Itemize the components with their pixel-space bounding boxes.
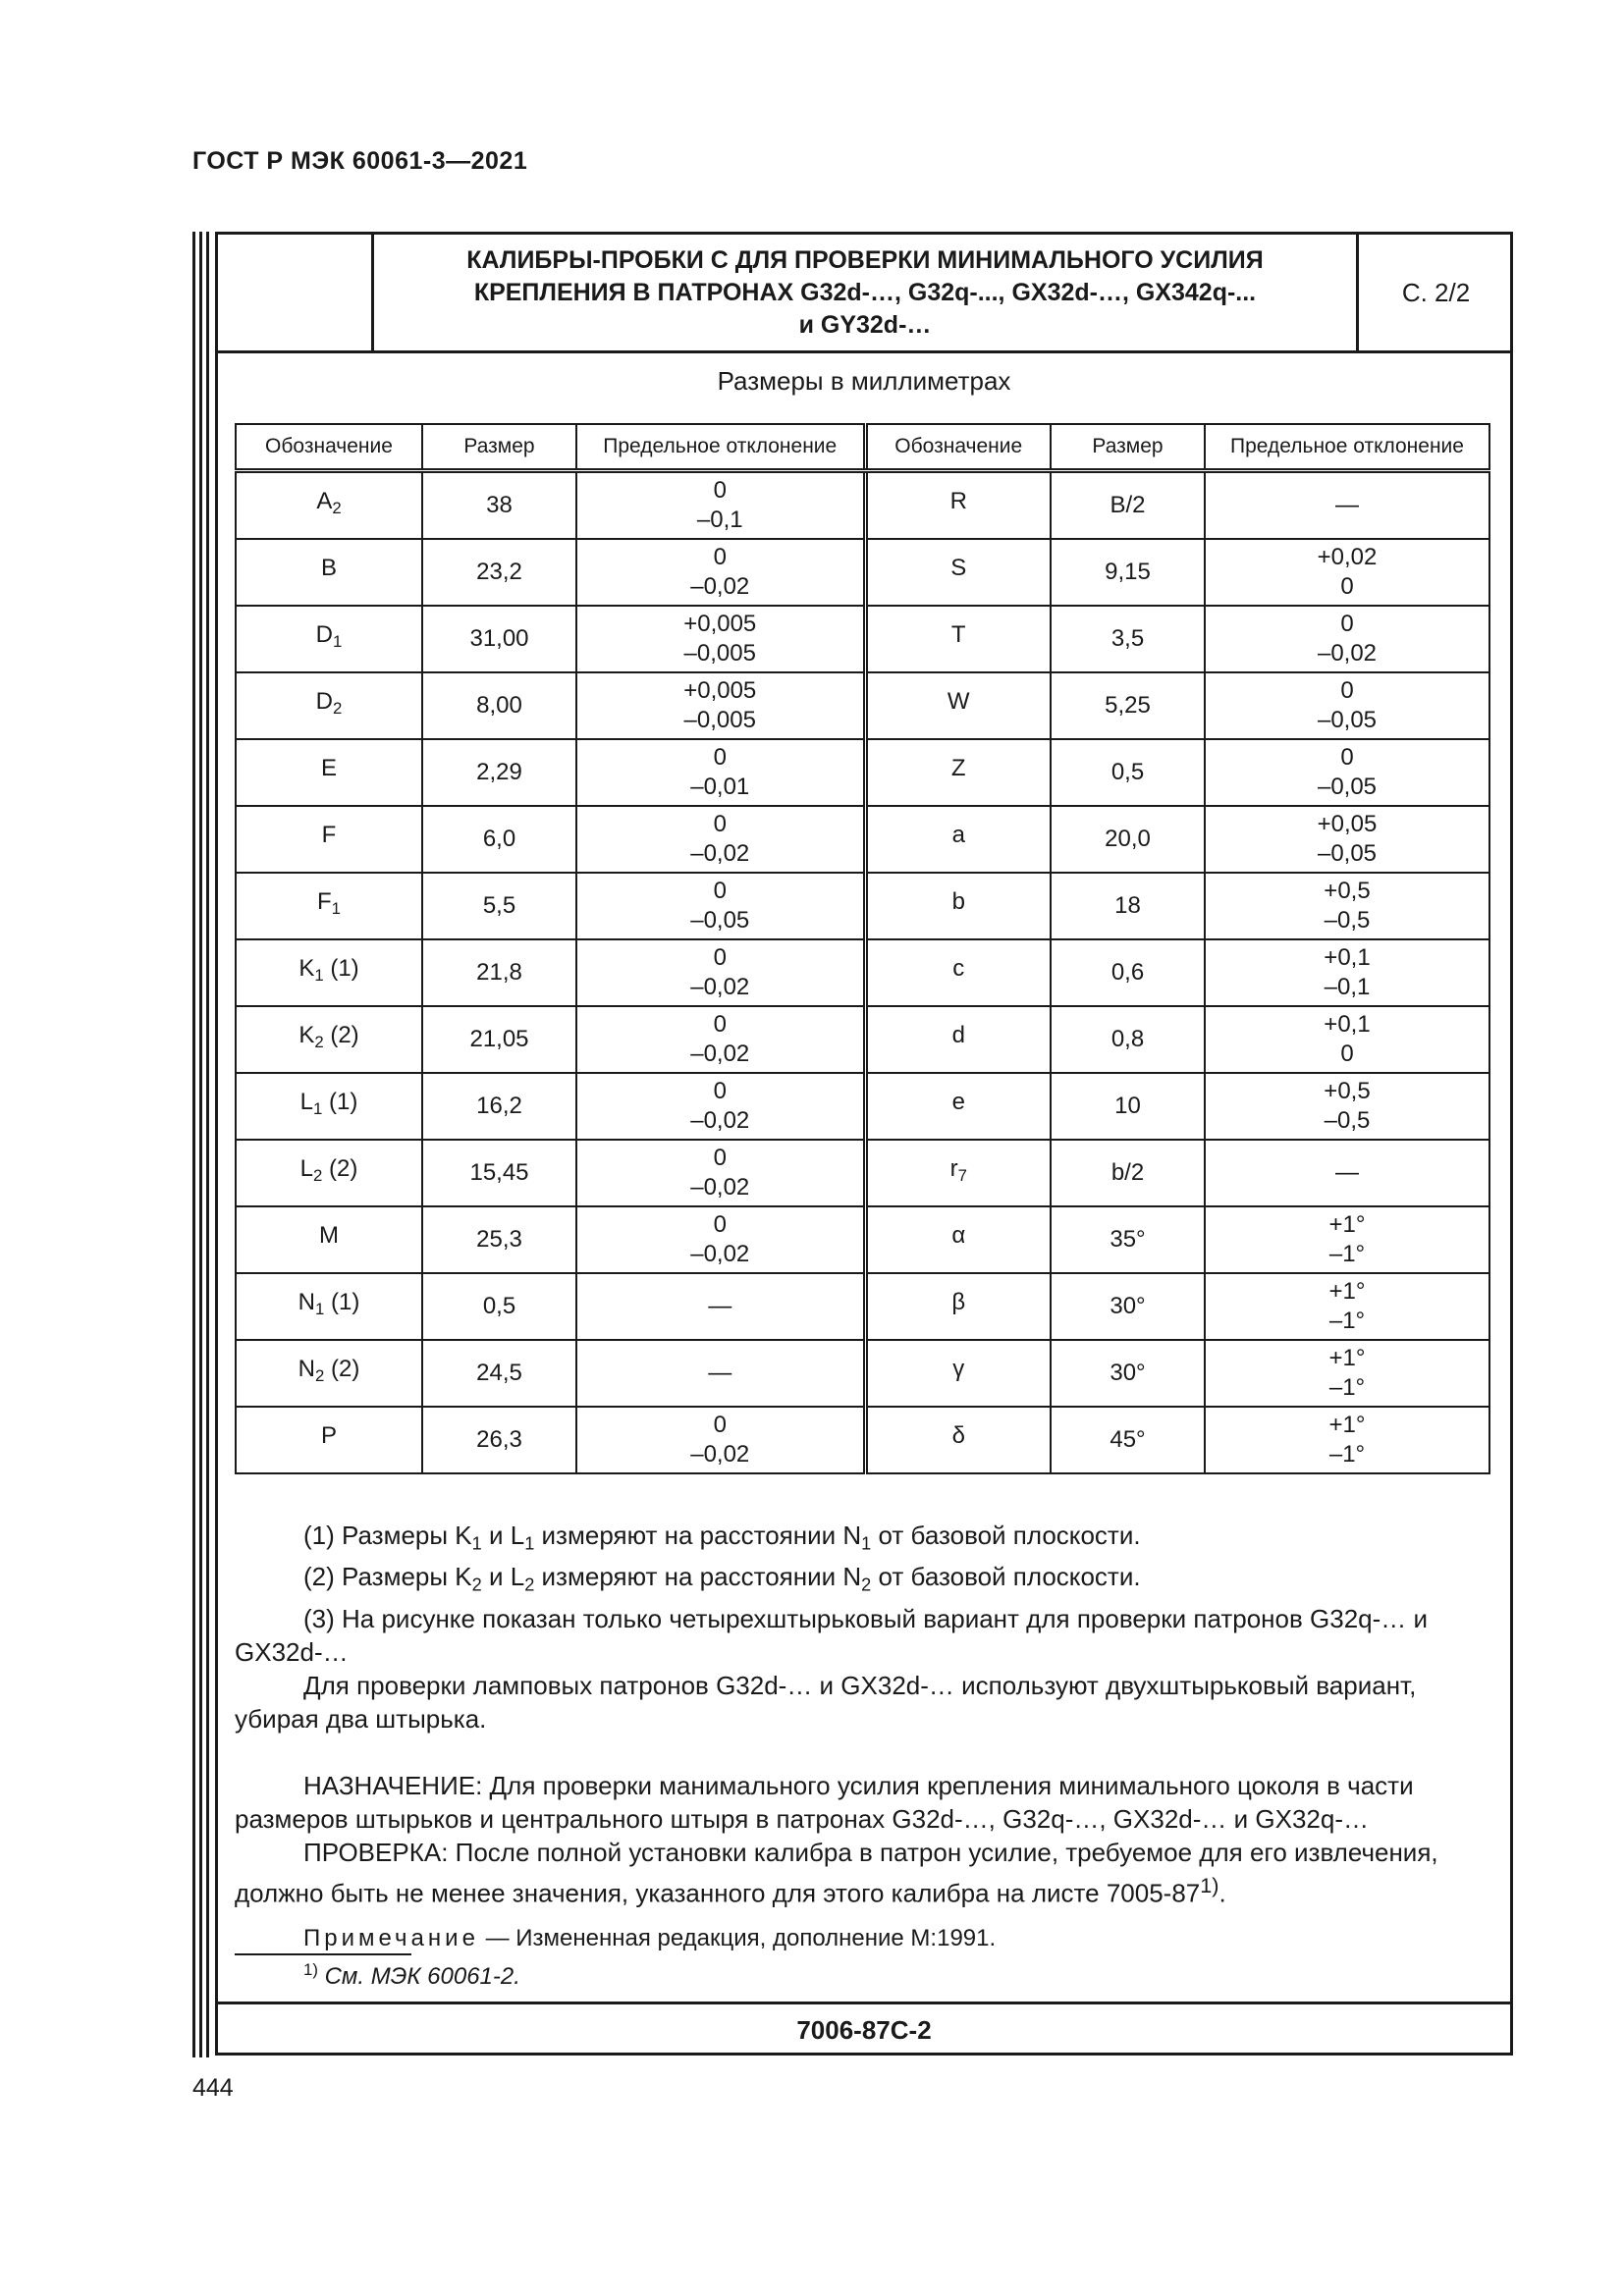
tolerance-cell xyxy=(1205,939,1489,1006)
note-1: (1) Размеры $K_1$ и $L_1$ измеряют на расстоянии $N_1$ от базовой плоскости. xyxy=(303,1521,1141,1554)
table-row xyxy=(236,606,1489,672)
designation-cell: $r_7$ xyxy=(865,1140,1051,1206)
tolerance-cell xyxy=(1205,1073,1489,1140)
dimensions-table xyxy=(235,423,1490,1474)
tolerance-value: –0,02 xyxy=(690,573,750,600)
tolerance-value: +0,1 xyxy=(1324,1011,1371,1038)
designation-cell: $K_1$ (1) xyxy=(236,939,422,1006)
size-cell: 5,5 xyxy=(422,873,576,939)
size-cell: 9,15 xyxy=(1051,539,1205,606)
tolerance-cell xyxy=(1205,606,1489,672)
tolerance-value: +1° xyxy=(1328,1345,1366,1371)
tolerance-cell xyxy=(576,672,865,739)
tolerance-value: 0 xyxy=(713,1211,727,1238)
tolerance-cell xyxy=(1205,739,1489,806)
column-header: Обозначение xyxy=(865,424,1051,471)
table-header-row xyxy=(236,424,1489,471)
table-row xyxy=(236,939,1489,1006)
designation-cell: $D_1$ xyxy=(236,606,422,672)
table-row xyxy=(236,873,1489,939)
size-cell: 38 xyxy=(422,471,576,540)
tolerance-value: 0 xyxy=(713,1145,727,1171)
tolerance-value: +0,05 xyxy=(1317,811,1378,837)
notes-block xyxy=(235,1519,1497,1955)
tolerance-value: –0,02 xyxy=(690,1441,750,1468)
tolerance-cell xyxy=(576,1407,865,1473)
size-cell: 18 xyxy=(1051,873,1205,939)
size-cell: 25,3 xyxy=(422,1206,576,1273)
size-cell: 5,25 xyxy=(1051,672,1205,739)
tolerance-value: –0,05 xyxy=(690,907,750,934)
designation-cell: a xyxy=(865,806,1051,873)
designation-cell: $L_1$ (1) xyxy=(236,1073,422,1140)
size-cell: 24,5 xyxy=(422,1340,576,1407)
tolerance-value: 0 xyxy=(713,1011,727,1038)
tolerance-value: — xyxy=(708,1293,732,1319)
table-row xyxy=(236,1206,1489,1273)
table-row xyxy=(236,1140,1489,1206)
tolerance-value: 0 xyxy=(713,1412,727,1438)
designation-cell: E xyxy=(236,739,422,806)
designation-cell: e xyxy=(865,1073,1051,1140)
size-cell: 31,00 xyxy=(422,606,576,672)
tolerance-value: –0,05 xyxy=(1317,707,1378,733)
tolerance-value: –0,1 xyxy=(696,507,743,533)
tolerance-value: 0 xyxy=(713,811,727,837)
binding-rail xyxy=(192,232,195,2057)
page-number: 444 xyxy=(192,2074,234,2102)
tolerance-cell xyxy=(576,1073,865,1140)
table-row xyxy=(236,1340,1489,1407)
table-row xyxy=(236,1006,1489,1073)
sheet-code: 7006-87С-2 xyxy=(218,2002,1510,2056)
designation-cell: M xyxy=(236,1206,422,1273)
tolerance-cell xyxy=(1205,1140,1489,1206)
designation-cell: b xyxy=(865,873,1051,939)
tolerance-cell xyxy=(1205,1006,1489,1073)
designation-cell: c xyxy=(865,939,1051,1006)
designation-cell: Z xyxy=(865,739,1051,806)
note-4: Для проверки ламповых патронов G32d-… и GX32d-… используют двухштырьковый вариант, убирая два штырька. xyxy=(235,1670,1417,1734)
tolerance-value: –0,02 xyxy=(690,1241,750,1267)
size-cell: 0,5 xyxy=(1051,739,1205,806)
size-cell: B/2 xyxy=(1051,471,1205,540)
size-cell: 26,3 xyxy=(422,1407,576,1473)
tolerance-cell xyxy=(576,1273,865,1340)
tolerance-value: +0,02 xyxy=(1317,544,1378,570)
remark-text: Примечание — Измененная редакция, дополнение М:1991. xyxy=(303,1924,997,1951)
size-cell: 35° xyxy=(1051,1206,1205,1273)
tolerance-cell xyxy=(1205,806,1489,873)
tolerance-value: — xyxy=(1335,492,1359,518)
designation-cell: d xyxy=(865,1006,1051,1073)
tolerance-value: –0,05 xyxy=(1317,774,1378,800)
tolerance-value: — xyxy=(708,1360,732,1386)
sheet-title xyxy=(374,235,1356,350)
tolerance-cell xyxy=(576,739,865,806)
tolerance-cell xyxy=(576,806,865,873)
tolerance-value: 0 xyxy=(713,1078,727,1104)
tolerance-value: –0,02 xyxy=(690,974,750,1000)
designation-cell: $N_1$ (1) xyxy=(236,1273,422,1340)
tolerance-value: 0 xyxy=(1340,573,1354,600)
column-header: Предельное отклонение xyxy=(576,424,865,471)
tolerance-value: –1° xyxy=(1328,1374,1366,1401)
table-row xyxy=(236,806,1489,873)
binding-rail xyxy=(199,232,202,2057)
tolerance-cell xyxy=(576,471,865,540)
size-cell: 30° xyxy=(1051,1340,1205,1407)
tolerance-cell xyxy=(576,873,865,939)
size-cell: 2,29 xyxy=(422,739,576,806)
tolerance-value: –0,01 xyxy=(690,774,750,800)
tolerance-cell xyxy=(1205,1340,1489,1407)
tolerance-cell xyxy=(576,539,865,606)
note-2: (2) Размеры $K_2$ и $L_2$ измеряют на расстоянии $N_2$ от базовой плоскости. xyxy=(303,1562,1141,1595)
footnote-rule xyxy=(235,1953,411,1955)
designation-cell: $A_2$ xyxy=(236,471,422,540)
tolerance-value: –0,5 xyxy=(1324,907,1371,934)
table-row xyxy=(236,739,1489,806)
footnote: $^{1)}$ См. МЭК 60061-2. xyxy=(303,1960,520,1990)
tolerance-cell xyxy=(1205,873,1489,939)
size-cell: 20,0 xyxy=(1051,806,1205,873)
title-line: КАЛИБРЫ-ПРОБКИ С ДЛЯ ПРОВЕРКИ МИНИМАЛЬНОГО УСИЛИЯ xyxy=(466,245,1264,274)
note-3: (3) На рисунке показан только четырехштырьковый вариант для проверки патронов G32q-… и GX32d-… xyxy=(235,1603,1429,1667)
tolerance-cell xyxy=(576,1140,865,1206)
tolerance-value: –1° xyxy=(1328,1308,1366,1334)
tolerance-cell xyxy=(1205,1206,1489,1273)
tolerance-value: 0 xyxy=(1340,744,1354,771)
check-text: ПРОВЕРКА: После полной установки калибра в патрон усилие, требуемое для его извлечения, должно быть не менее значения, указанного для этого калибра на листе 7005-87$^{1)}$. xyxy=(235,1837,1438,1908)
designation-cell: $F_1$ xyxy=(236,873,422,939)
size-cell: 30° xyxy=(1051,1273,1205,1340)
size-cell: b/2 xyxy=(1051,1140,1205,1206)
tolerance-value: –0,02 xyxy=(690,840,750,867)
table-row xyxy=(236,1073,1489,1140)
purpose-text: НАЗНАЧЕНИЕ: Для проверки манимального усилия крепления минимального цоколя в части размеров штырьков и центрального штыря в патронах G32d-…, G32q-…, GX32d-… и GX32q-… xyxy=(235,1770,1414,1834)
designation-cell: $K_2$ (2) xyxy=(236,1006,422,1073)
tolerance-value: –0,02 xyxy=(690,1041,750,1067)
sheet-number: С. 2/2 xyxy=(1356,235,1513,350)
tolerance-value: –0,02 xyxy=(1317,640,1378,667)
tolerance-cell xyxy=(1205,539,1489,606)
tolerance-value: 0 xyxy=(1340,1041,1354,1067)
tolerance-cell xyxy=(576,606,865,672)
tolerance-value: 0 xyxy=(713,477,727,504)
tolerance-cell xyxy=(576,1206,865,1273)
size-cell: 21,05 xyxy=(422,1006,576,1073)
designation-cell: γ xyxy=(865,1340,1051,1407)
binding-rail xyxy=(206,232,209,2057)
size-cell: 15,45 xyxy=(422,1140,576,1206)
designation-cell: F xyxy=(236,806,422,873)
designation-cell: $D_2$ xyxy=(236,672,422,739)
size-cell: 21,8 xyxy=(422,939,576,1006)
tolerance-value: 0 xyxy=(1340,677,1354,704)
size-cell: 3,5 xyxy=(1051,606,1205,672)
tolerance-cell xyxy=(576,939,865,1006)
size-cell: 0,8 xyxy=(1051,1006,1205,1073)
tolerance-value: –0,1 xyxy=(1324,974,1371,1000)
tolerance-value: –0,02 xyxy=(690,1107,750,1134)
designation-cell: W xyxy=(865,672,1051,739)
tolerance-cell xyxy=(1205,471,1489,540)
size-cell: 0,5 xyxy=(422,1273,576,1340)
size-cell: 23,2 xyxy=(422,539,576,606)
footnote-ref: 1) xyxy=(1200,1872,1219,1897)
tolerance-value: –1° xyxy=(1328,1441,1366,1468)
designation-cell: α xyxy=(865,1206,1051,1273)
tolerance-value: –0,05 xyxy=(1317,840,1378,867)
tolerance-value: –1° xyxy=(1328,1241,1366,1267)
tolerance-value: –0,005 xyxy=(683,707,756,733)
tolerance-cell xyxy=(1205,1273,1489,1340)
title-block xyxy=(218,235,1510,353)
designation-cell: β xyxy=(865,1273,1051,1340)
designation-cell: $N_2$ (2) xyxy=(236,1340,422,1407)
tolerance-value: — xyxy=(1335,1159,1359,1186)
tolerance-value: +0,005 xyxy=(683,677,757,704)
tolerance-value: +1° xyxy=(1328,1412,1366,1438)
size-cell: 0,6 xyxy=(1051,939,1205,1006)
title-line: КРЕПЛЕНИЯ В ПАТРОНАХ G32d-…, G32q-..., GX32d-…, GX342q-... xyxy=(473,278,1257,306)
tolerance-value: +0,5 xyxy=(1324,1078,1371,1104)
table-row xyxy=(236,1273,1489,1340)
tolerance-cell xyxy=(1205,672,1489,739)
tolerance-value: 0 xyxy=(713,744,727,771)
tolerance-value: –0,5 xyxy=(1324,1107,1371,1134)
column-header: Размер xyxy=(1051,424,1205,471)
size-cell: 45° xyxy=(1051,1407,1205,1473)
size-cell: 10 xyxy=(1051,1073,1205,1140)
column-header: Размер xyxy=(422,424,576,471)
column-header: Обозначение xyxy=(236,424,422,471)
designation-cell: $L_2$ (2) xyxy=(236,1140,422,1206)
tolerance-value: 0 xyxy=(713,544,727,570)
tolerance-value: –0,02 xyxy=(690,1174,750,1201)
title-line: и GY32d-… xyxy=(798,310,932,339)
column-header: Предельное отклонение xyxy=(1205,424,1489,471)
designation-cell: δ xyxy=(865,1407,1051,1473)
size-cell: 16,2 xyxy=(422,1073,576,1140)
tolerance-value: 0 xyxy=(713,878,727,904)
size-cell: 8,00 xyxy=(422,672,576,739)
table-row xyxy=(236,539,1489,606)
sheet-frame xyxy=(215,232,1513,2056)
tolerance-cell xyxy=(1205,1407,1489,1473)
tolerance-cell xyxy=(576,1006,865,1073)
designation-cell: T xyxy=(865,606,1051,672)
tolerance-value: 0 xyxy=(1340,611,1354,637)
table-row xyxy=(236,672,1489,739)
units-caption: Размеры в миллиметрах xyxy=(717,366,1011,396)
tolerance-value: +0,1 xyxy=(1324,944,1371,971)
designation-cell: S xyxy=(865,539,1051,606)
tolerance-value: –0,005 xyxy=(683,640,756,667)
document-header: ГОСТ Р МЭК 60061-3—2021 xyxy=(192,147,528,175)
tolerance-value: +1° xyxy=(1328,1211,1366,1238)
designation-cell: B xyxy=(236,539,422,606)
designation-cell: P xyxy=(236,1407,422,1473)
title-blank-cell xyxy=(218,235,374,350)
tolerance-value: 0 xyxy=(713,944,727,971)
tolerance-value: +1° xyxy=(1328,1278,1366,1305)
table-row xyxy=(236,1407,1489,1473)
size-cell: 6,0 xyxy=(422,806,576,873)
tolerance-value: +0,5 xyxy=(1324,878,1371,904)
designation-cell: R xyxy=(865,471,1051,540)
tolerance-cell xyxy=(576,1340,865,1407)
tolerance-value: +0,005 xyxy=(683,611,757,637)
table-row xyxy=(236,471,1489,540)
